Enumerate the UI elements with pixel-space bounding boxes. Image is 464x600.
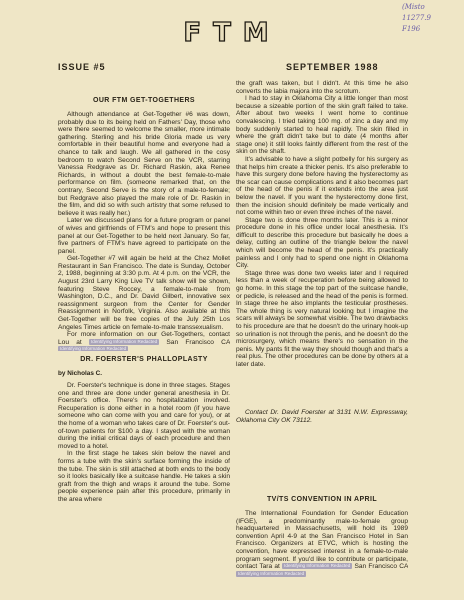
paragraph: the graft was taken, but I didn't. At this time he also converts the labia majora into the scrotum. (236, 80, 408, 95)
paragraph: In the first stage he takes skin below the navel and forms a tube with the skin's surface forming the inside of the tube. The skin is still attached at both ends to the body so it looks basically like a suitcase handle. He takes a skin graft from the thigh and wraps it around the tube. Some people experience pain after this procedure, primarily in the area where (58, 450, 230, 503)
paragraph: I had to stay in Oklahoma City a little longer than most because a sizeable portion of the skin graft failed to take. After about two weeks I went home to continue convalescing. I tried taking 100 mg. of zinc a day and my body suddenly started to heal rapidly. The skin filled in where the graft didn't take but to date (4 months after stage one) it still looks faintly different from the rest of the skin on the shaft. (236, 95, 408, 156)
redaction-box: Identifying Information Redacted (238, 570, 305, 576)
paragraph: Stage two is done three months later. This is a minor procedure done in his office under local anesthesia. It's difficult to describe this procedure but basically he does a delay, cutting an outline of the triangle below the navel which will become the head of the penis. It's practically painless and I only had to spend one night in Oklahoma City. (236, 216, 408, 270)
surgeon-contact: Contact Dr. David Foerster at 3131 N.W. Expressway, Oklahoma City OK 73112. (236, 409, 408, 424)
article-body-phalloplasty (58, 382, 230, 594)
paragraph: Although attendance at Get-Together #6 was down, probably due to its being held on Fathers' Day, those who were there seemed to welcome the smaller, more intimate gathering. Sterling and his bride Gloria made us very comfortable in their beautiful home and everyone had a chance to talk and laugh. We all gathered in the cosy bedroom to watch Second Serve on the VCR, starring Vanessa Redgrave as Dr. Richard Raskin, aka Renee Richards, in without a doubt the best female-to-male performance on film. (someone remarked that, on the contrary, Second Serve is the story of a male-to-female; but Redgrave also played the male role of Dr. Raskin in the film, and did so with such artistry that some refused to believe it was really her.) (58, 111, 230, 217)
redaction-box: Identifying Information Redacted (284, 563, 351, 569)
article-title-get-togethers: OUR FTM GET-TOGETHERS (93, 97, 195, 104)
paragraph: Dr. Foerster's technique is done in three stages. Stages one and three are done under general anesthesia in Dr. Foerster's office. There's no hospitalization involved. Recuperation is done either in a hotel room (if you have someone who can come with you and care for you), or at the home of a woman who takes care of Dr. Foerster's out-of-town patients for $100 a day. I stayed with the woman during the initial critical days of each procedure and then moved to a hotel. (58, 382, 230, 450)
article-title-phalloplasty: DR. FOERSTER'S PHALLOPLASTY (80, 356, 208, 363)
redaction-box: Identifying Information Redacted (91, 338, 158, 344)
handwritten-note: 11277.9 (402, 14, 431, 22)
article-body-phalloplasty-continued (236, 80, 408, 402)
masthead-title: FTM (183, 18, 281, 48)
issue-number: ISSUE #5 (58, 62, 106, 72)
contact-line (58, 331, 230, 351)
redaction-box: Identifying Information Redacted (60, 346, 127, 351)
contact-place: San Francisco CA (354, 563, 408, 571)
article-body-convention (236, 510, 408, 596)
paragraph: It's advisable to have a slight potbelly for his surgery as that helps him create a thicker penis. It's also preferable to have this surgery done before having the hysterectomy as the scar can cause complications and it also becomes part of the head of the penis if it extends into the area just below the navel. If you want the hysterectomy done first, then the incision should definitely be made vertically and not come within two or even three inches of the navel. (236, 155, 408, 217)
paragraph: Get-Together #7 will again be held at the Chez Mollet Restaurant in San Francisco. The date is Sunday, October 2, 1988, beginning at 3:30 p.m. At 4 p.m. on the VCR, the August 23rd Larry King Live TV talk show will be shown, featuring Steve Roccey, a female-to-male from Washington, D.C., and Dr. David Gilbert, innovative sex reassignment surgeon from the Center for Gender Reassignment in Norfolk, Virginia. Also available at this Get-Together will be free copies of the July 25th Los Angeles Times article on female-to-male transsexualism. (58, 255, 230, 331)
paragraph: The International Foundation for Gender Education (IFGE), a predominantly male-to-female group headquartered in Massachusetts, will hold its 1989 convention April 4-9 at the San Francisco Hotel in San Francisco. Organizers at ETVC, which is hosting the convention, have expressed interest in a female-to-male program segment. If you'd like to contribute or participate, contact Tara at (236, 510, 408, 571)
handwritten-note: F196 (402, 25, 421, 33)
contact-line (236, 510, 408, 578)
article-byline: by Nicholas C. (58, 370, 103, 377)
article-title-convention: TV/TS CONVENTION IN APRIL (266, 496, 378, 503)
paragraph: Stage three was done two weeks later and I required less than a week of recuperation before being allowed to go home. In this stage the top part of the suitcase handle, or pedicle, is released and the head of the penis is formed. In stage three he also implants the testicular prostheses. The whole thing is very natural looking but I imagine the scars will always be somewhat visible. The two drawbacks to his procedure are that he doesn't do the urinary hook-up so urination is not through the penis, and he doesn't do the microsurgery, which means there's no sensation in the penis. My pants fit the way they should though and that's a real plus. The other procedures can be done by others at a later date. (236, 269, 408, 368)
handwritten-note: (Misto (402, 3, 425, 11)
article-body-get-togethers (58, 111, 230, 351)
contact-place: San Francisco CA (166, 338, 230, 346)
contact-text: For more information on our Get-Togethers, contact Lou at (58, 331, 230, 346)
issue-date: SEPTEMBER 1988 (286, 62, 379, 72)
paragraph: Later we discussed plans for a future program or panel of wives and girlfriends of FTM's and hope to present this panel at our Get-Together to be held next January. So far, five partners of FTM's have agreed to participate on the panel. (58, 217, 230, 255)
